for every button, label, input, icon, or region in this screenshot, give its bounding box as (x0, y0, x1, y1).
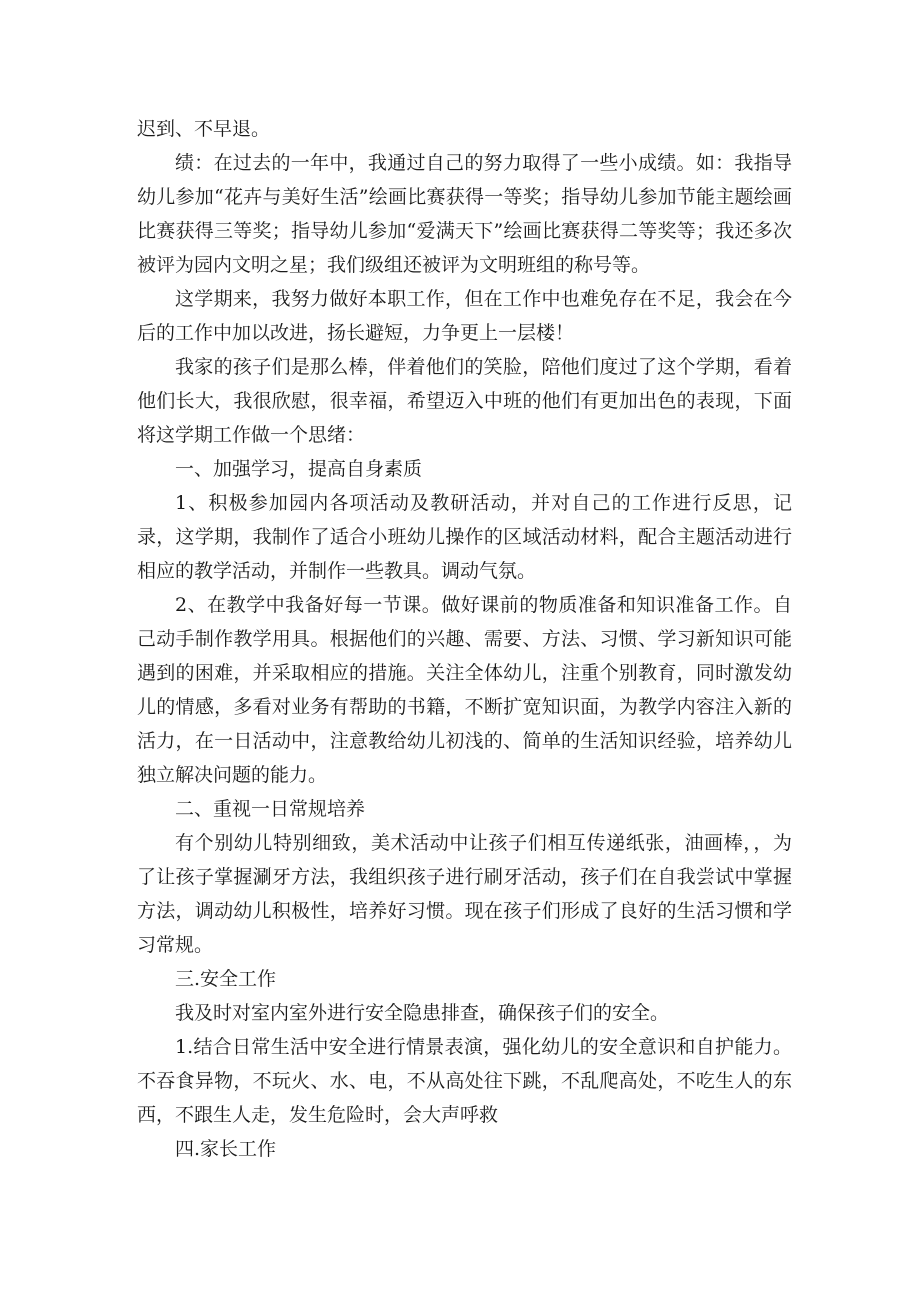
paragraph-introduction: 我家的孩子们是那么棒，伴着他们的笑脸，陪他们度过了这个学期，看着他们长大，我很欣慰，很幸福，希望迈入中班的他们有更加出色的表现，下面将这学期工作做一个思绪： (137, 356, 792, 446)
section-heading-safety: 三.安全工作 (175, 968, 277, 990)
section-heading-routine: 二、重视一日常规培养 (175, 798, 366, 820)
section-heading-parents: 四.家长工作 (175, 1138, 277, 1160)
paragraph-continuation: 迟到、不早退。 (137, 118, 271, 140)
paragraph-routine: 有个别幼儿特别细致，美术活动中让孩子们相互传递纸张，油画棒，，为了让孩子掌握涮牙方法，我组织孩子进行刷牙活动，孩子们在自我尝试中掌握方法，调动幼儿积极性，培养好习惯。现在孩子们形成了良好的生活习惯和学习常规。 (137, 832, 792, 956)
section-heading-study: 一、加强学习，提高自身素质 (175, 458, 423, 480)
paragraph-study-item-2: 2、在教学中我备好每一节课。做好课前的物质准备和知识准备工作。自己动手制作教学用具。根据他们的兴趣、需要、方法、习惯、学习新知识可能遇到的困难，并采取相应的措施。关注全体幼儿，注重个别教育，同时激发幼儿的情感，多看对业务有帮助的书籍，不断扩宽知识面，为教学内容注入新的活力，在一日活动中，注意教给幼儿初浅的、简单的生活知识经验，培养幼儿独立解决问题的能力。 (137, 594, 792, 786)
paragraph-achievements: 绩：在过去的一年中，我通过自己的努力取得了一些小成绩。如：我指导幼儿参加“花卉与美好生活”绘画比赛获得一等奖；指导幼儿参加节能主题绘画比赛获得三等奖；指导幼儿参加“爱满天下”绘画比赛获得二等奖等；我还多次被评为园内文明之星；我们级组还被评为文明班组的称号等。 (137, 152, 792, 276)
paragraph-study-item-1: 1、积极参加园内各项活动及教研活动，并对自己的工作进行反思，记录，这学期，我制作了适合小班幼儿操作的区域活动材料，配合主题活动进行相应的教学活动，并制作一些教具。调动气氛。 (137, 492, 792, 582)
document-body (137, 112, 792, 1166)
paragraph-safety-item-1: 1.结合日常生活中安全进行情景表演，强化幼儿的安全意识和自护能力。不吞食异物，不玩火、水、电，不从高处往下跳，不乱爬高处，不吃生人的东西，不跟生人走，发生危险时，会大声呼救 (137, 1036, 792, 1126)
paragraph-safety-check: 我及时对室内室外进行安全隐患排查，确保孩子们的安全。 (175, 1002, 670, 1024)
paragraph-semester-summary: 这学期来，我努力做好本职工作，但在工作中也难免存在不足，我会在今后的工作中加以改进，扬长避短，力争更上一层楼！ (137, 288, 792, 344)
